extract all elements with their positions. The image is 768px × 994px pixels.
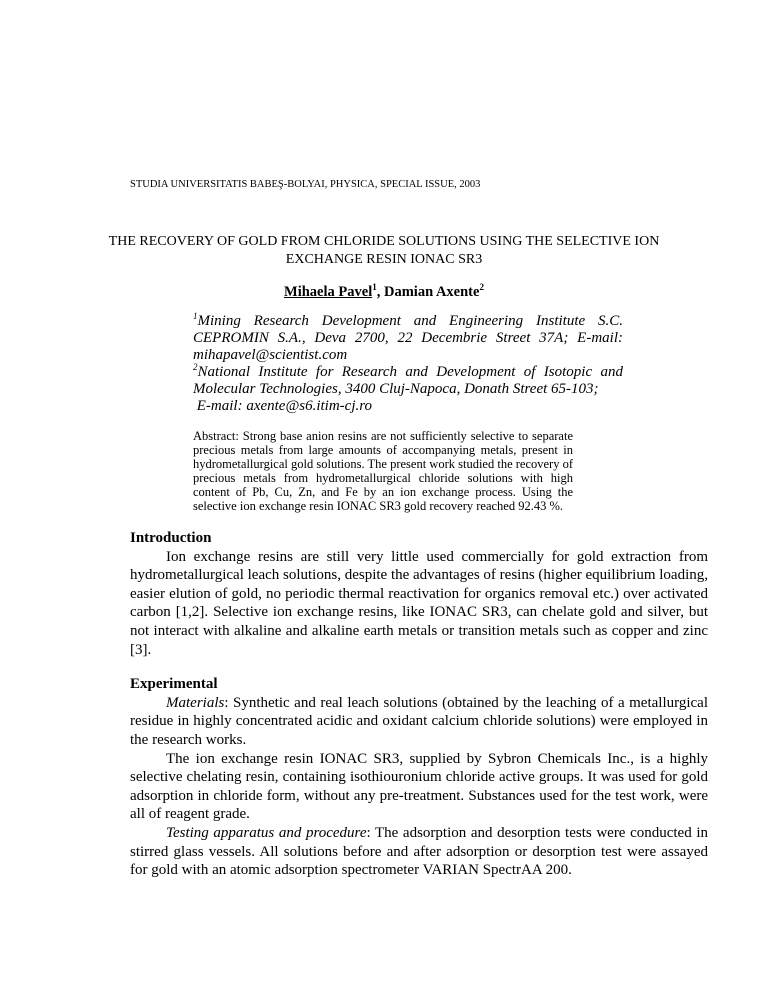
para-text: : The adsorption and desorption tests were conducted in stirred glass vessels. All solutions before and after adsorption or desorption test were assayed for gold with an atomic adsorption spectrometer VARIAN SpectrAA 200. <box>130 824 708 879</box>
affil-email: E-mail: axente@s6.itim-cj.ro <box>196 398 373 414</box>
author-2: Damian Axente <box>383 284 480 300</box>
experimental-section <box>130 675 708 880</box>
paragraph <box>130 824 708 880</box>
journal-header: STUDIA UNIVERSITATIS BABEŞ-BOLYAI, PHYSICA, SPECIAL ISSUE, 2003 <box>130 179 481 190</box>
affil-text: Mining Research Development and Engineering Institute S.C. CEPROMIN S.A., Deva 2700, 22 Decembrie Street 37A; E-mail: mihapavel@scientist.com <box>193 313 623 363</box>
author-2-sup: 2 <box>479 282 484 293</box>
paragraph: The ion exchange resin IONAC SR3, supplied by Sybron Chemicals Inc., is a highly selective chelating resin, containing isothiouronium chloride active groups. It was used for gold adsorption in chloride form, without any pre-treatment. Substances used for the test work, were all of reagent grade. <box>130 750 708 823</box>
section-heading: Introduction <box>130 530 212 546</box>
affiliations <box>193 313 623 415</box>
para-label: Materials <box>166 694 225 711</box>
para-label: Testing apparatus and procedure <box>166 824 367 841</box>
paragraph: Ion exchange resins are still very little used commercially for gold extraction from hydrometallurgical leach solutions, despite the advantages of resins (higher equilibrium loading, easier elution of gold, no periodic thermal reactivation for organics removal etc.) over activated carbon [1,2]. Selective ion exchange resins, like IONAC SR3, can chelate gold and silver, but not interact with alkaline and alkaline earth metals or transition metals such as copper and zinc [3]. <box>130 548 708 658</box>
affiliation-1 <box>193 313 623 364</box>
authors <box>0 283 768 301</box>
paragraph <box>130 694 708 750</box>
author-1: Mihaela Pavel <box>284 284 373 300</box>
section-heading: Experimental <box>130 676 218 693</box>
author-sep: , <box>376 284 384 300</box>
abstract: Abstract: Strong base anion resins are not sufficiently selective to separate precious metals from large amounts of accompanying metals, present in hydrometallurgical gold solutions. The present work studied the recovery of precious metals from hydrometallurgical chloride solutions with high content of Pb, Cu, Zn, and Fe by an ion exchange process. Using the selective ion exchange resin IONAC SR3 gold recovery reached 92.43 %. <box>193 429 574 513</box>
affil-sup: 1 <box>193 311 198 321</box>
affil-text: National Institute for Research and Development of Isotopic and Molecular Technologies, 3400 Cluj-Napoca, Donath Street 65-103; <box>193 364 623 397</box>
introduction-section <box>130 529 708 659</box>
paper-title: THE RECOVERY OF GOLD FROM CHLORIDE SOLUTIONS USING THE SELECTIVE ION EXCHANGE RESIN IONAC SR3 <box>108 234 660 267</box>
para-text: : Synthetic and real leach solutions (obtained by the leaching of a metallurgical residue in highly concentrated acidic and oxidant calcium chloride solutions) were employed in the research works. <box>130 694 708 748</box>
affil-sup: 2 <box>193 362 198 372</box>
affiliation-2 <box>193 364 623 415</box>
author-1-sup: 1 <box>372 282 377 293</box>
